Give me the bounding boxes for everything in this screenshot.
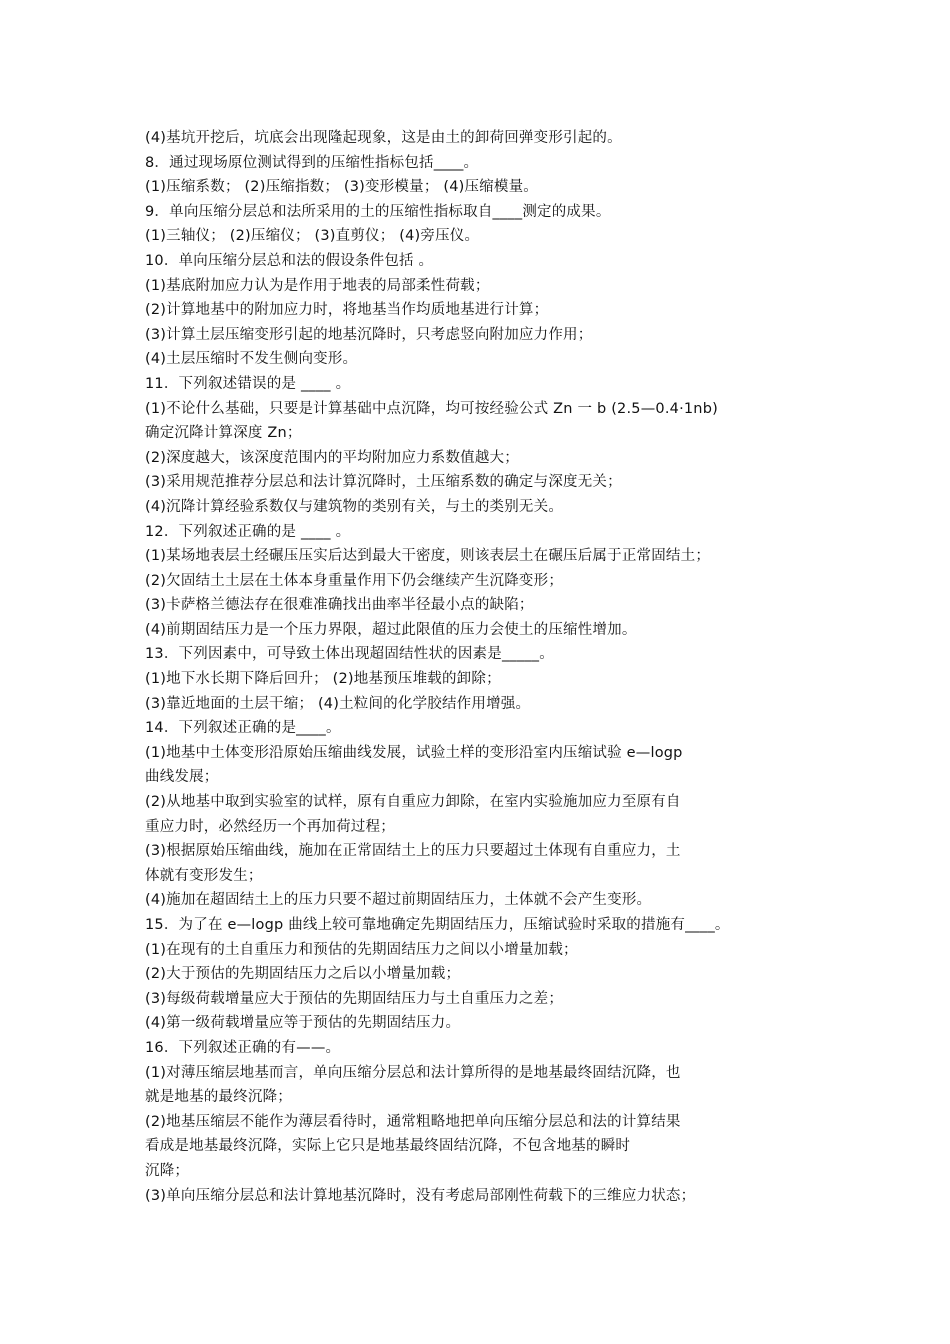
- text-line: (2)从地基中取到实验室的试样，原有自重应力卸除，在室内实验施加应力至原有自: [145, 794, 681, 811]
- text-line: 重应力时，必然经历一个再加荷过程；: [145, 818, 395, 835]
- text-line: (1)地下水长期下降后回升； (2)地基预压堆载的卸除；: [145, 671, 501, 688]
- text-line: 确定沉降计算深度 Zn；: [145, 425, 302, 442]
- text-line: 11．下列叙述错误的是 ____ 。: [145, 375, 351, 392]
- text-line: (2)大于预估的先期固结压力之后以小增量加载；: [145, 966, 461, 983]
- text-line: (2)欠固结土土层在土体本身重量作用下仍会继续产生沉降变形；: [145, 572, 564, 589]
- text-line: 10．单向压缩分层总和法的假设条件包括 。: [145, 252, 434, 269]
- text-line: 8．通过现场原位测试得到的压缩性指标包括____。: [145, 154, 479, 171]
- text-line: (3)靠近地面的土层干缩； (4)土粒间的化学胶结作用增强。: [145, 695, 531, 712]
- text-line: (2)深度越大，该深度范围内的平均附加应力系数值越大；: [145, 449, 519, 466]
- text-line: (4)施加在超固结土上的压力只要不超过前期固结压力，土体就不会产生变形。: [145, 892, 652, 909]
- text-line: (3)每级荷载增量应大于预估的先期固结压力与土自重压力之差；: [145, 990, 564, 1007]
- text-line: (3)卡萨格兰德法存在很难准确找出曲率半径最小点的缺陷；: [145, 597, 534, 614]
- text-line: 体就有变形发生；: [145, 867, 263, 884]
- text-line: (2)地基压缩层不能作为薄层看待时，通常粗略地把单向压缩分层总和法的计算结果: [145, 1113, 681, 1130]
- text-line: 15．为了在 e—logp 曲线上较可靠地确定先期固结压力，压缩试验时采取的措施有____。: [145, 917, 730, 933]
- text-line: 13．下列因素中，可导致土体出现超固结性状的因素是_____。: [145, 646, 554, 663]
- text-line: (1)在现有的土自重压力和预估的先期固结压力之间以小增量加载；: [145, 941, 578, 958]
- text-line: (3)采用规范推荐分层总和法计算沉降时，土压缩系数的确定与深度无关；: [145, 474, 622, 491]
- text-line: (1)压缩系数； (2)压缩指数； (3)变形模量； (4)压缩模量。: [145, 179, 538, 196]
- text-line: (3)根据原始压缩曲线，施加在正常固结土上的压力只要超过土体现有自重应力，土: [145, 843, 681, 860]
- text-line: 12．下列叙述正确的是 ____ 。: [145, 523, 351, 540]
- text-line: 16．下列叙述正确的有——。: [145, 1039, 341, 1056]
- text-line: (3)计算土层压缩变形引起的地基沉降时，只考虑竖向附加应力作用；: [145, 326, 593, 343]
- text-line: (4)前期固结压力是一个压力界限，超过此限值的压力会使土的压缩性增加。: [145, 621, 637, 638]
- text-line: (1)不论什么基础，只要是计算基础中点沉降，均可按经验公式 Zn 一 b (2.5—0.4·1nb): [145, 400, 718, 417]
- text-line: 曲线发展；: [145, 769, 219, 786]
- text-line: (1)对薄压缩层地基而言，单向压缩分层总和法计算所得的是地基最终固结沉降，也: [145, 1064, 681, 1081]
- text-line: (4)沉降计算经验系数仅与建筑物的类别有关，与土的类别无关。: [145, 498, 564, 515]
- text-line: (1)地基中土体变形沿原始压缩曲线发展，试验土样的变形沿室内压缩试验 e—logp: [145, 744, 683, 761]
- text-line: (1)基底附加应力认为是作用于地表的局部柔性荷载；: [145, 277, 490, 294]
- text-line: (4)第一级荷载增量应等于预估的先期固结压力。: [145, 1015, 461, 1032]
- text-line: 沉降；: [145, 1162, 190, 1179]
- text-line: (3)单向压缩分层总和法计算地基沉降时，没有考虑局部刚性荷载下的三维应力状态；: [145, 1187, 696, 1204]
- text-line: (4)土层压缩时不发生侧向变形。: [145, 351, 358, 368]
- text-line: (2)计算地基中的附加应力时，将地基当作均质地基进行计算；: [145, 302, 549, 319]
- text-line: (4)基坑开挖后，坑底会出现隆起现象，这是由土的卸荷回弹变形引起的。: [145, 130, 622, 146]
- text-line: 9．单向压缩分层总和法所采用的土的压缩性指标取自____测定的成果。: [145, 203, 611, 220]
- text-line: (1)三轴仪； (2)压缩仪； (3)直剪仪； (4)旁压仪。: [145, 228, 480, 245]
- text-line: (1)某场地表层土经碾压压实后达到最大干密度，则该表层土在碾压后属于正常固结土；: [145, 548, 711, 565]
- document-page: [145, 126, 905, 1208]
- text-line: 看成是地基最终沉降，实际上它只是地基最终固结沉降，不包含地基的瞬时: [145, 1138, 631, 1155]
- text-line: 14．下列叙述正确的是____。: [145, 720, 341, 737]
- text-line: 就是地基的最终沉降；: [145, 1089, 292, 1106]
